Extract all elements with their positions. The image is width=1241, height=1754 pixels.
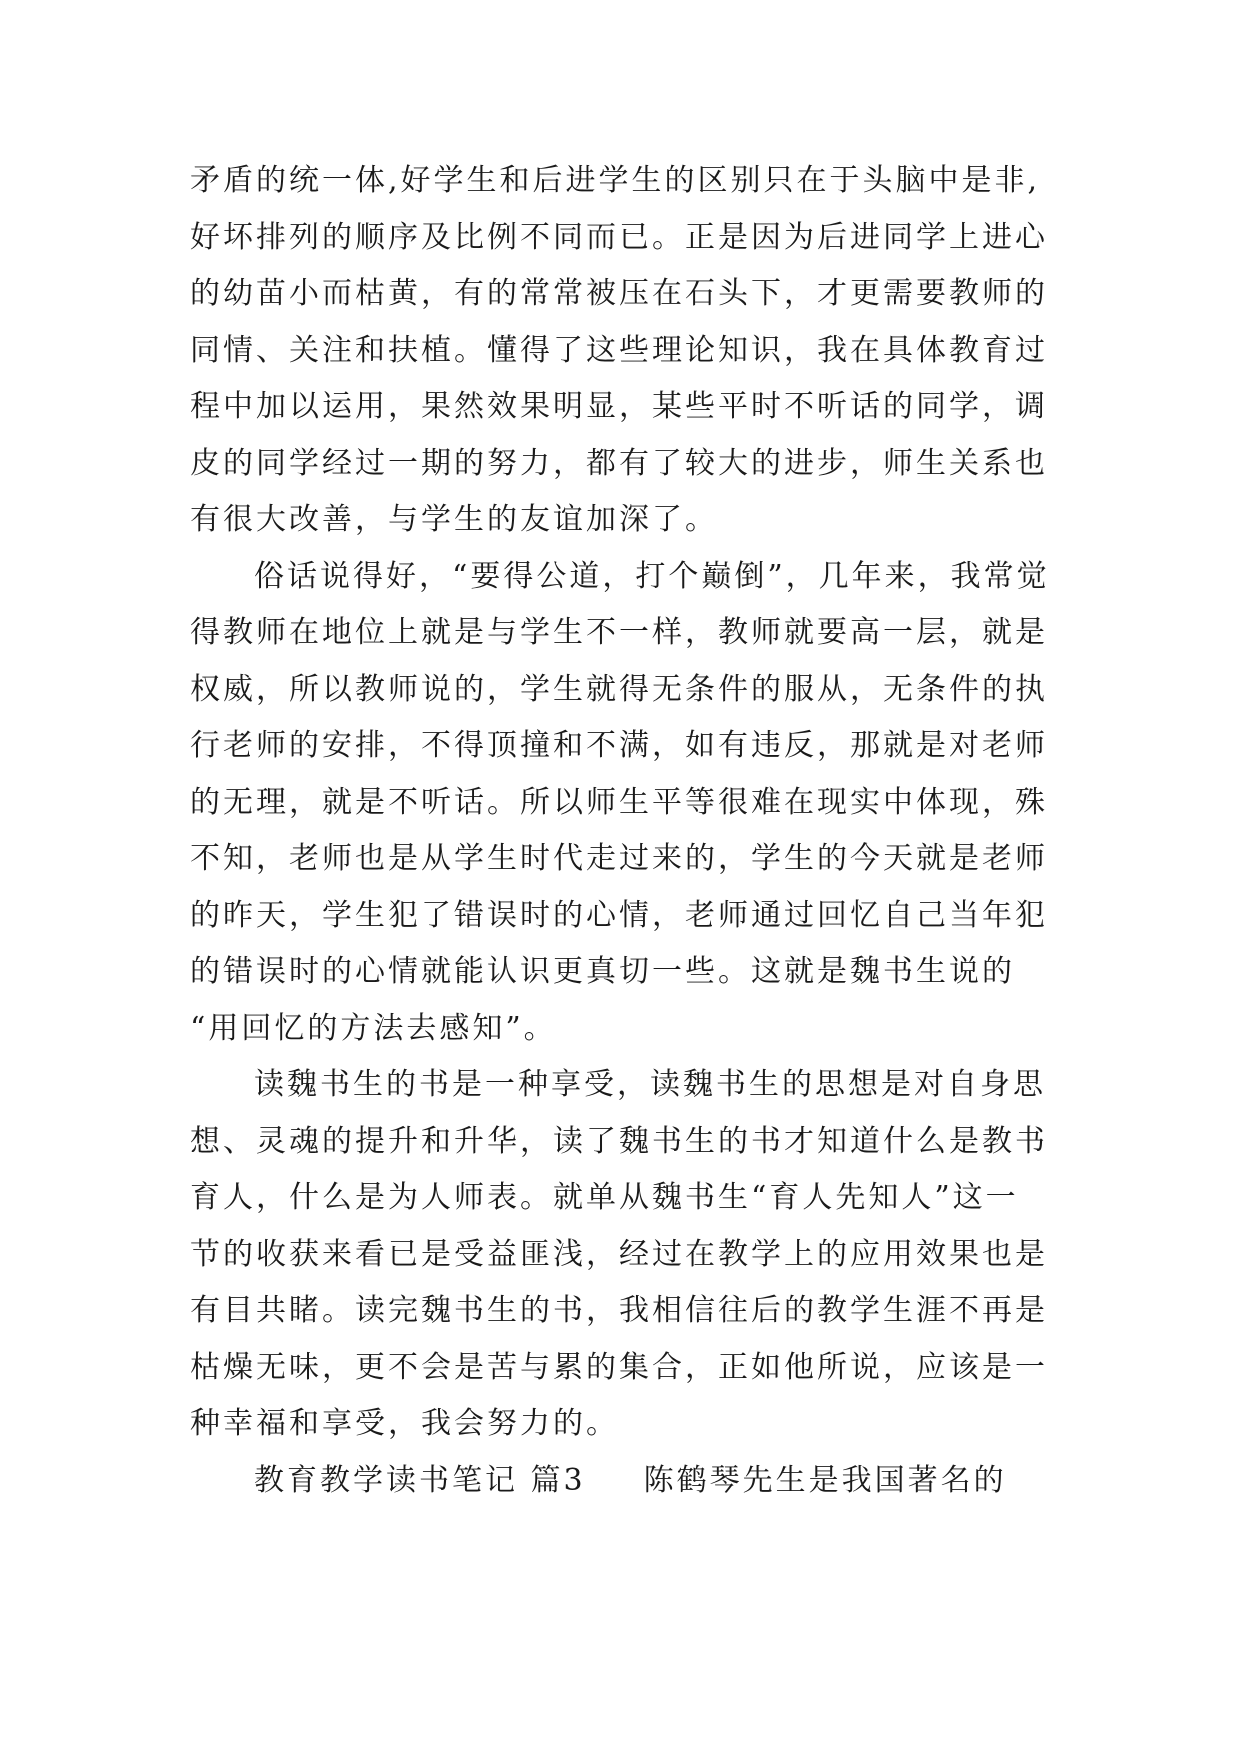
- paragraph-line: 有很大改善，与学生的友谊加深了。: [190, 502, 718, 537]
- paragraph-line: “用回忆的方法去感知”。: [190, 1010, 557, 1046]
- document-body: [190, 153, 1070, 1509]
- paragraph-line: 权威，所以教师说的，学生就得无条件的服从，无条件的执: [190, 671, 1048, 707]
- paragraph-line: 的错误时的心情就能认识更真切一些。这就是魏书生说的: [190, 954, 1015, 989]
- paragraph-line: 皮的同学经过一期的努力，都有了较大的进步，师生关系也: [190, 445, 1048, 481]
- paragraph-line: 育人，什么是为人师表。就单从魏书生“育人先知人”这一: [190, 1180, 1019, 1215]
- paragraph-line: 的无理，就是不听话。所以师生平等很难在现实中体现，殊: [190, 784, 1048, 820]
- paragraph-line: 行老师的安排，不得顶撞和不满，如有违反，那就是对老师: [190, 728, 1048, 763]
- paragraph-line: 想、灵魂的提升和升华，读了魏书生的书才知道什么是教书: [190, 1123, 1048, 1159]
- paragraph-line: 节的收获来看已是受益匪浅，经过在教学上的应用效果也是: [190, 1236, 1048, 1272]
- paragraph-line: 读魏书生的书是一种享受，读魏书生的思想是对自身思: [254, 1067, 1046, 1102]
- paragraph-line: 不知，老师也是从学生时代走过来的，学生的今天就是老师: [190, 841, 1048, 876]
- paragraph-line: 矛盾的统一体,好学生和后进学生的区别只在于头脑中是非,: [190, 163, 1041, 198]
- paragraph-line: 好坏排列的顺序及比例不同而已。正是因为后进同学上进心: [190, 219, 1048, 255]
- paragraph-line: 枯燥无味，更不会是苦与累的集合，正如他所说，应该是一: [190, 1349, 1048, 1385]
- paragraph-line: 同情、关注和扶植。懂得了这些理论知识，我在具体教育过: [190, 332, 1048, 368]
- section-heading: 教育教学读书笔记 篇3: [254, 1462, 586, 1498]
- paragraph-line: 有目共睹。读完魏书生的书，我相信往后的教学生涯不再是: [190, 1293, 1048, 1328]
- paragraph-line: 种幸福和享受，我会努力的。: [190, 1406, 619, 1441]
- section-continuation: 陈鹤琴先生是我国著名的: [643, 1462, 1007, 1498]
- paragraph-line: 的幼苗小而枯黄，有的常常被压在石头下，才更需要教师的: [190, 276, 1048, 311]
- paragraph-line: 程中加以运用，果然效果明显，某些平时不听话的同学，调: [190, 389, 1048, 424]
- paragraph-line: 俗话说得好，“要得公道，打个巅倒”，几年来，我常觉: [254, 558, 1050, 594]
- paragraph-line: 的昨天，学生犯了错误时的心情，老师通过回忆自己当年犯: [190, 897, 1048, 933]
- section-heading-line: [190, 1453, 1070, 1510]
- paragraph-line: 得教师在地位上就是与学生不一样，教师就要高一层，就是: [190, 615, 1048, 650]
